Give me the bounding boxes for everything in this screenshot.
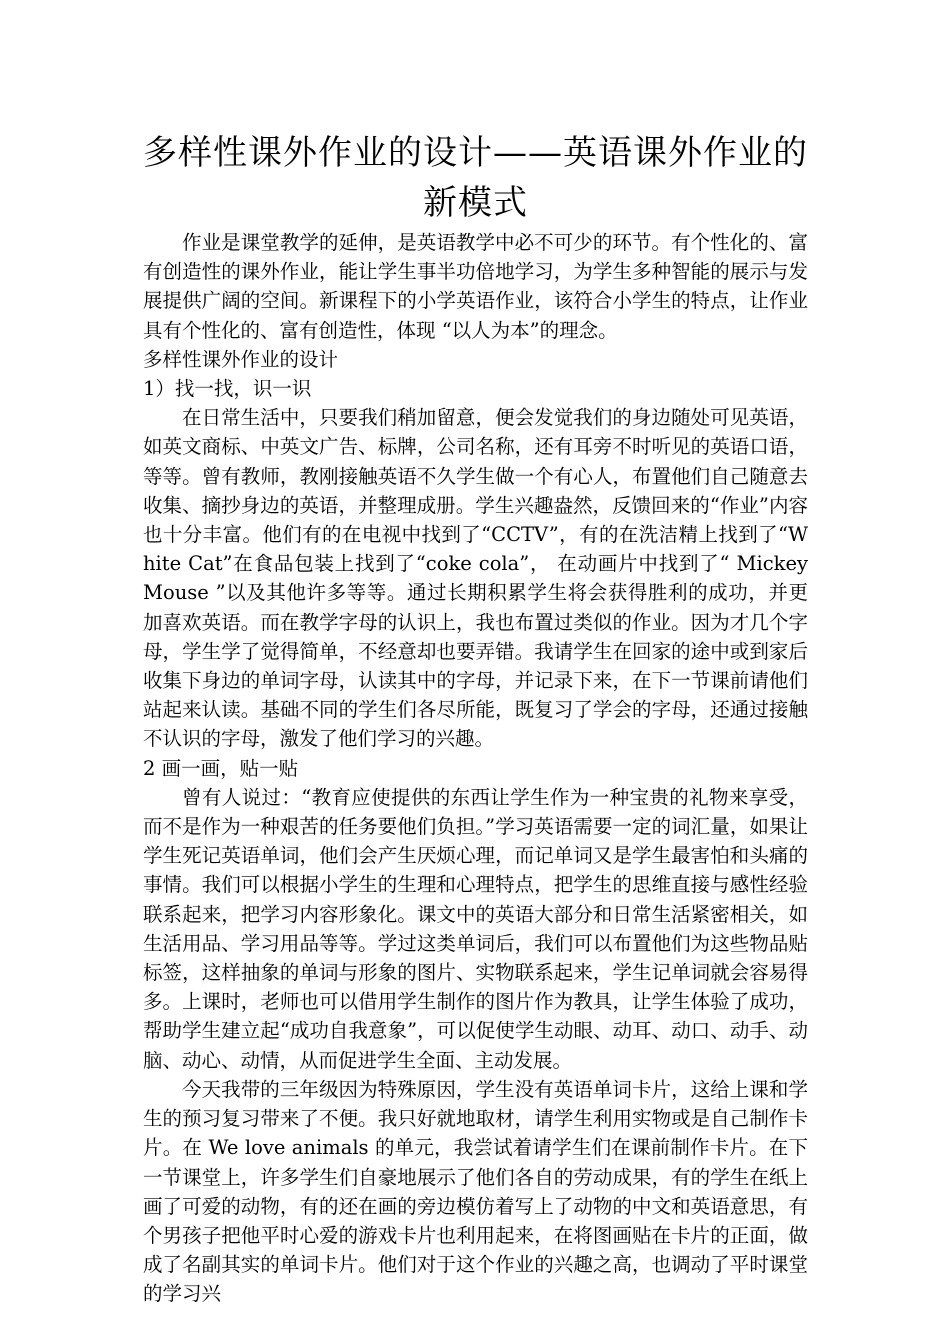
subsection-2-paragraph-1: 曾有人说过：“教育应使提供的东西让学生作为一种宝贵的礼物来享受，而不是作为一种艰苦的任务要他们负担。”学习英语需要一定的词汇量，如果让学生死记英语单词，他们会产生厌烦心理，而记单词又是学生最害怕和头痛的事情。我们可以根据小学生的生理和心理特点，把学生的思维直接与感性经验联系起来，把学习内容形象化。课文中的英语大部分和日常生活紧密相关，如生活用品、学习用品等等。学过这类单词后，我们可以布置他们为这些物品贴标签，这样抽象的单词与形象的图片、实物联系起来，学生记单词就会容易得多。上课时，老师也可以借用学生制作的图片作为教具，让学生体验了成功，帮助学生建立起“成功自我意象”，可以促使学生动眼、动耳、动口、动手、动脑、动心、动情，从而促进学生全面、主动发展。 bbox=[143, 785, 808, 1072]
subsection-1-heading: 1）找一找，识一识 bbox=[143, 377, 312, 401]
document-title: 多样性课外作业的设计——英语课外作业的新模式 bbox=[143, 133, 808, 223]
subsection-2-paragraph-2: 今天我带的三年级因为特殊原因，学生没有英语单词卡片，这给上课和学生的预习复习带来了不便。我只好就地取材，请学生利用实物或是自己制作卡片。在 We love animals 的单元，我尝试着请学生们在课前制作卡片。在下一节课堂上，许多学生们自豪地展示了他们各自的劳动成果，有的学生在纸上画了可爱的动物，有的还在画的旁边模仿着写上了动物的中文和英语意思，有个男孩子把他平时心爱的游戏卡片也利用起来，在将图画贴在卡片的正面，做成了名副其实的单词卡片。他们对于这个作业的兴趣之高，也调动了平时课堂的学习兴 bbox=[143, 1077, 808, 1306]
subsection-1-paragraph: 在日常生活中，只要我们稍加留意，便会发觉我们的身边随处可见英语，如英文商标、中英文广告、标牌，公司名称，还有耳旁不时听见的英语口语，等等。曾有教师，教刚接触英语不久学生做一个有心人，布置他们自己随意去收集、摘抄身边的英语，并整理成册。学生兴趣盎然，反馈回来的“作业”内容也十分丰富。他们有的在电视中找到了“CCTV”，有的在洗洁精上找到了“White Cat”在食品包装上找到了“coke cola”， 在动画片中找到了“ Mickey Mouse ”以及其他许多等等。通过长期积累学生将会获得胜利的成功，并更加喜欢英语。而在教学字母的认识上，我也布置过类似的作业。因为才几个字母，学生学了觉得简单，不经意却也要弄错。我请学生在回家的途中或到家后收集下身边的单词字母，认读其中的字母，并记录下来，在下一节课前请他们站起来认读。基础不同的学生们各尽所能，既复习了学会的字母，还通过接触不认识的字母，激发了他们学习的兴趣。 bbox=[143, 406, 808, 751]
intro-paragraph: 作业是课堂教学的延伸，是英语教学中必不可少的环节。有个性化的、富有创造性的课外作业，能让学生事半功倍地学习，为学生多种智能的展示与发展提供广阔的空间。新课程下的小学英语作业，该符合小学生的特点，让作业具有个性化的、富有创造性，体现 “以人为本”的理念。 bbox=[143, 231, 808, 342]
section-heading: 多样性课外作业的设计 bbox=[143, 347, 339, 371]
document-page bbox=[143, 128, 808, 1309]
subsection-2-heading: 2 画一画，贴一贴 bbox=[143, 756, 299, 780]
